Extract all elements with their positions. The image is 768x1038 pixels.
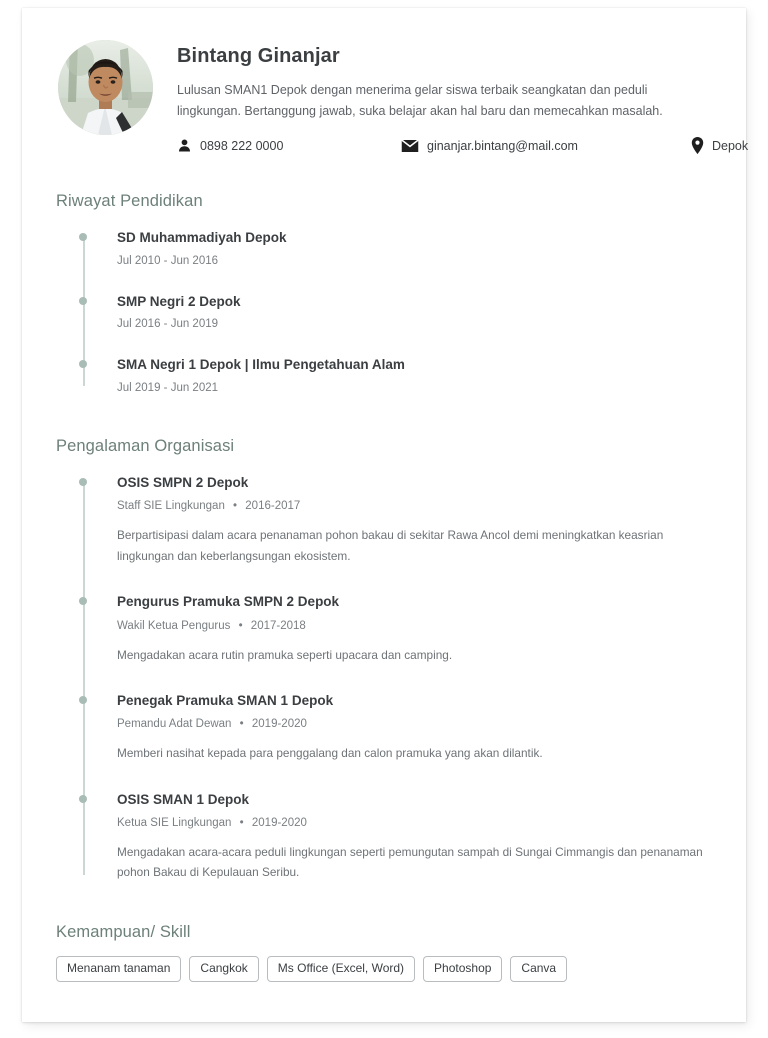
skill-chip[interactable]: Menanam tanaman	[56, 956, 181, 982]
organization-section	[56, 437, 712, 883]
bullet-separator: •	[239, 718, 244, 731]
envelope-icon	[401, 139, 419, 153]
bullet-separator: •	[238, 619, 243, 632]
organization-meta	[117, 718, 712, 730]
organization-meta	[117, 817, 712, 829]
bullet-separator: •	[239, 817, 244, 830]
organization-role: Staff SIE Lingkungan	[117, 500, 225, 513]
profile-summary: Lulusan SMAN1 Depok dengan menerima gelar siswa terbaik seangkatan dan peduli lingkungan. Bertanggung jawab, suka belajar akan hal baru dan memecahkan masalah.	[177, 83, 663, 118]
education-section	[56, 192, 712, 394]
organization-name: Pengurus Pramuka SMPN 2 Depok	[117, 594, 340, 609]
person-icon	[177, 138, 192, 153]
organization-item	[117, 692, 712, 764]
organization-name: Penegak Pramuka SMAN 1 Depok	[117, 692, 334, 708]
organization-description: Mengadakan acara rutin pramuka seperti upacara dan camping.	[117, 647, 453, 662]
avatar	[58, 40, 153, 135]
organization-meta	[117, 620, 712, 632]
skill-chip[interactable]: Cangkok	[189, 956, 258, 982]
organization-item	[117, 474, 712, 566]
contact-location[interactable]	[691, 137, 748, 154]
organization-description: Memberi nasihat kepada para penggalang dan calon pramuka yang akan dilantik.	[117, 746, 543, 761]
organization-role: Pemandu Adat Dewan	[117, 718, 232, 731]
organization-role: Wakil Ketua Pengurus	[117, 619, 231, 632]
education-item	[117, 356, 712, 394]
organization-item	[117, 791, 712, 883]
contact-email[interactable]	[401, 139, 691, 153]
organization-years: 2017-2018	[250, 619, 306, 632]
organization-name: OSIS SMAN 1 Depok	[117, 791, 250, 807]
skills-section	[56, 923, 712, 982]
skill-chip[interactable]: Photoshop	[423, 956, 502, 982]
organization-description: Mengadakan acara-acara peduli lingkungan seperti pemungutan sampah di Sungai Cimmangis dan penanaman pohon Bakau di Kepulauan Seribu.	[117, 845, 703, 880]
map-pin-icon	[691, 137, 704, 154]
education-school: SD Muhammadiyah Depok	[117, 230, 287, 246]
person-name: Bintang Ginanjar	[177, 45, 340, 67]
contact-location-value: Depok	[712, 138, 749, 153]
skill-chip[interactable]: Ms Office (Excel, Word)	[267, 956, 415, 982]
education-period: Jul 2010 - Jun 2016	[117, 254, 219, 267]
organization-role: Ketua SIE Lingkungan	[117, 817, 232, 830]
education-period: Jul 2016 - Jun 2019	[117, 318, 219, 331]
organization-description: Berpartisipasi dalam acara penanaman pohon bakau di sekitar Rawa Ancol demi meningkatkan keasrian lingkungan dan keberlangsungan ekosistem.	[117, 528, 664, 563]
organization-timeline	[56, 474, 712, 883]
organization-title: Pengalaman Organisasi	[56, 436, 235, 455]
education-school: SMA Negri 1 Depok | Ilmu Pengetahuan Alam	[117, 357, 405, 373]
profile-header	[56, 38, 749, 154]
organization-years: 2019-2020	[251, 817, 307, 830]
education-item	[117, 229, 712, 267]
contact-phone-value: 0898 222 0000	[200, 138, 284, 153]
resume-card	[22, 8, 749, 1022]
skill-chip[interactable]: Canva	[510, 956, 567, 982]
skills-list	[56, 956, 712, 982]
contact-email-value: ginanjar.bintang@mail.com	[427, 138, 578, 153]
skills-title: Kemampuan/ Skill	[56, 922, 191, 941]
organization-years: 2019-2020	[251, 718, 307, 731]
bullet-separator: •	[233, 500, 238, 513]
profile-info	[177, 38, 768, 154]
organization-years: 2016-2017	[245, 500, 301, 513]
organization-item	[117, 593, 712, 665]
contact-row	[177, 137, 768, 154]
education-period: Jul 2019 - Jun 2021	[117, 381, 219, 394]
education-title: Riwayat Pendidikan	[56, 192, 203, 211]
education-item	[117, 293, 712, 331]
contact-phone[interactable]	[177, 138, 401, 153]
organization-meta	[117, 500, 712, 512]
education-timeline	[56, 229, 712, 394]
education-school: SMP Negri 2 Depok	[117, 293, 241, 309]
organization-name: OSIS SMPN 2 Depok	[117, 474, 249, 490]
